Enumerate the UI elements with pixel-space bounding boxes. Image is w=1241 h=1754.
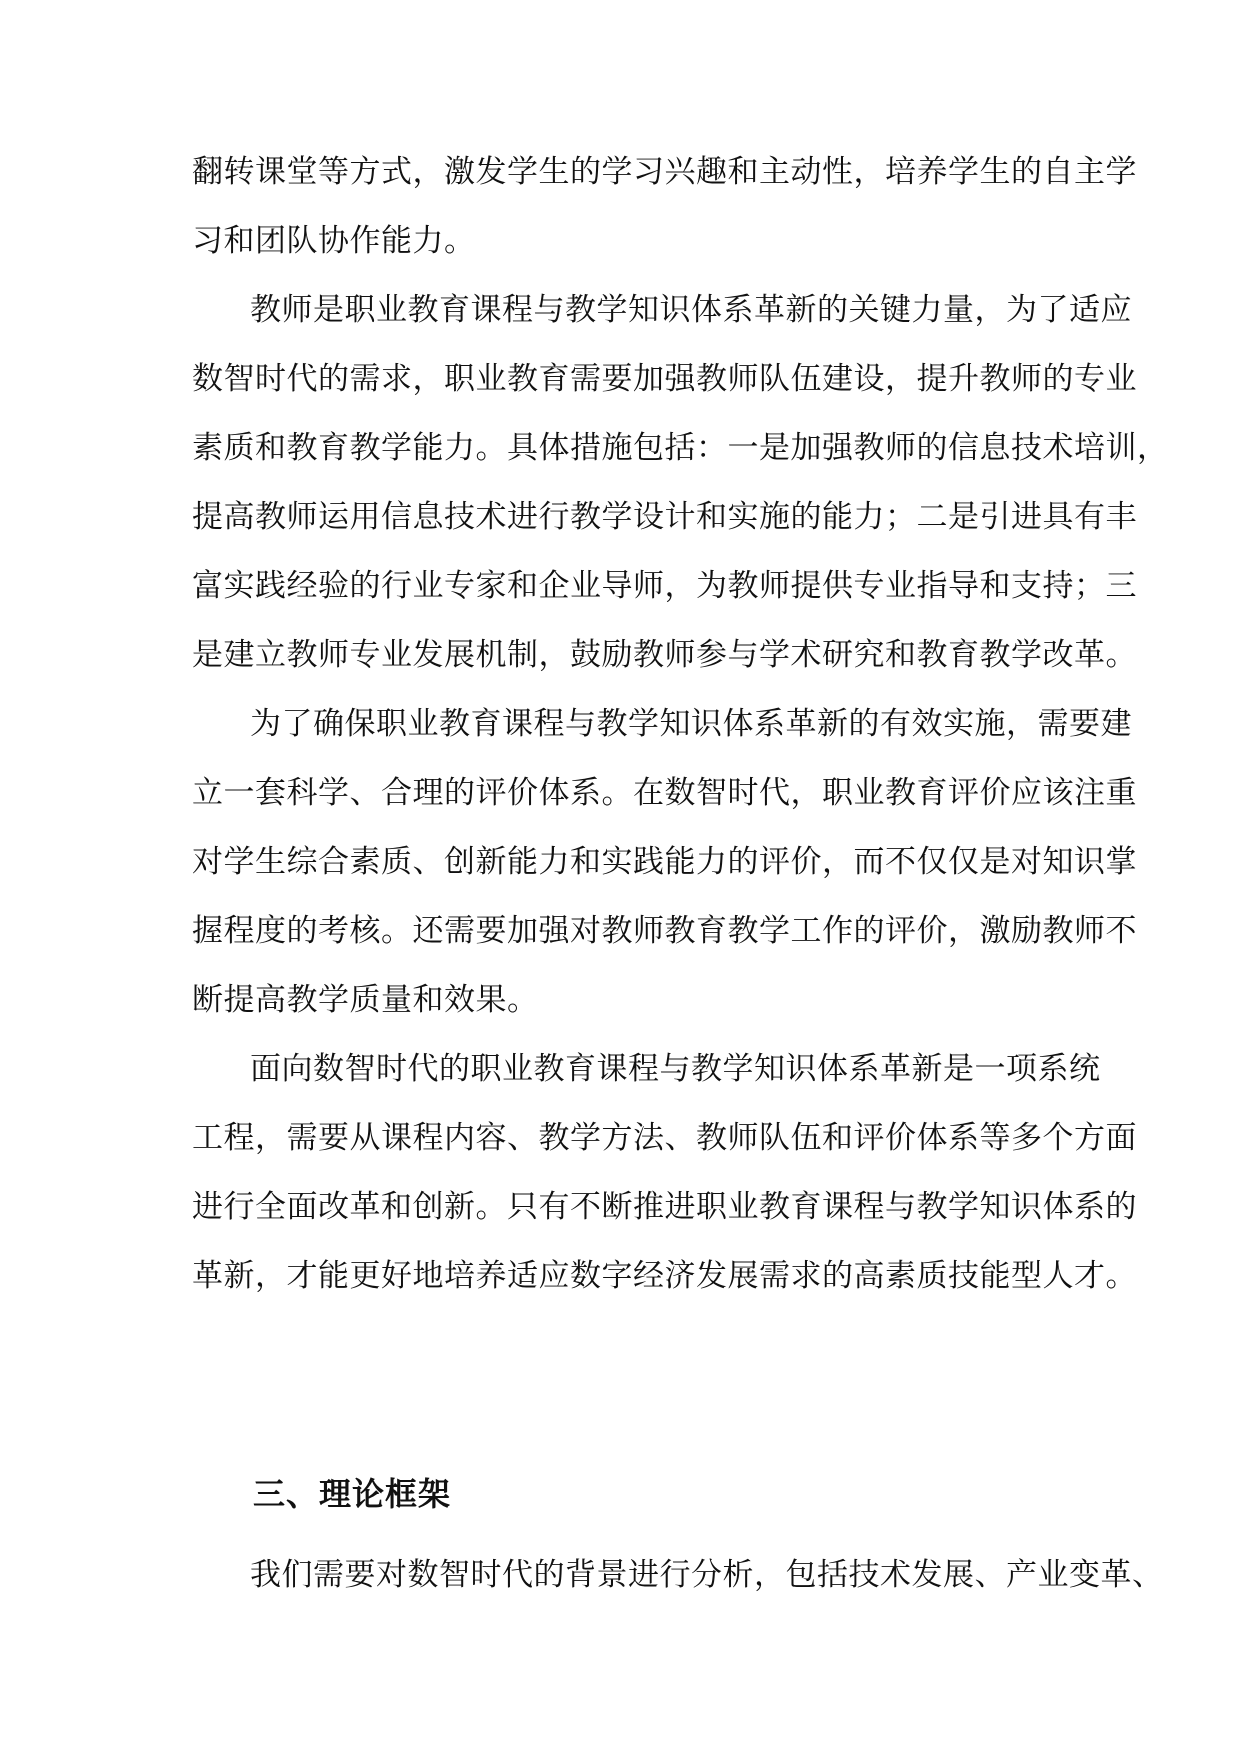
paragraph-1-line-1: 翻转课堂等方式，激发学生的学习兴趣和主动性，培养学生的自主学 — [192, 154, 1137, 190]
section-heading: 三、理论框架 — [253, 1475, 452, 1513]
paragraph-2-line-1: 教师是职业教育课程与教学知识体系革新的关键力量，为了适应 — [250, 292, 1132, 328]
paragraph-4-line-1: 面向数智时代的职业教育课程与教学知识体系革新是一项系统 — [250, 1051, 1101, 1087]
paragraph-3-line-3: 对学生综合素质、创新能力和实践能力的评价，而不仅仅是对知识掌 — [192, 844, 1137, 880]
paragraph-4-line-3: 进行全面改革和创新。只有不断推进职业教育课程与教学知识体系的 — [192, 1189, 1137, 1225]
paragraph-5-line-1: 我们需要对数智时代的背景进行分析，包括技术发展、产业变革、 — [250, 1557, 1164, 1593]
paragraph-3-line-5: 断提高教学质量和效果。 — [192, 982, 539, 1018]
paragraph-2-line-2: 数智时代的需求，职业教育需要加强教师队伍建设，提升教师的专业 — [192, 361, 1137, 397]
paragraph-3-line-1: 为了确保职业教育课程与教学知识体系革新的有效实施，需要建 — [250, 706, 1132, 742]
paragraph-4-line-4: 革新，才能更好地培养适应数字经济发展需求的高素质技能型人才。 — [192, 1258, 1137, 1294]
paragraph-2-line-3: 素质和教育教学能力。具体措施包括：一是加强教师的信息技术培训， — [192, 430, 1169, 466]
paragraph-3-line-4: 握程度的考核。还需要加强对教师教育教学工作的评价，激励教师不 — [192, 913, 1137, 949]
paragraph-4-line-2: 工程，需要从课程内容、教学方法、教师队伍和评价体系等多个方面 — [192, 1120, 1137, 1156]
paragraph-1-line-2: 习和团队协作能力。 — [192, 223, 476, 259]
paragraph-3-line-2: 立一套科学、合理的评价体系。在数智时代，职业教育评价应该注重 — [192, 775, 1137, 811]
paragraph-2-line-6: 是建立教师专业发展机制，鼓励教师参与学术研究和教育教学改革。 — [192, 637, 1137, 673]
paragraph-2-line-5: 富实践经验的行业专家和企业导师，为教师提供专业指导和支持；三 — [192, 568, 1137, 604]
paragraph-2-line-4: 提高教师运用信息技术进行教学设计和实施的能力；二是引进具有丰 — [192, 499, 1137, 535]
